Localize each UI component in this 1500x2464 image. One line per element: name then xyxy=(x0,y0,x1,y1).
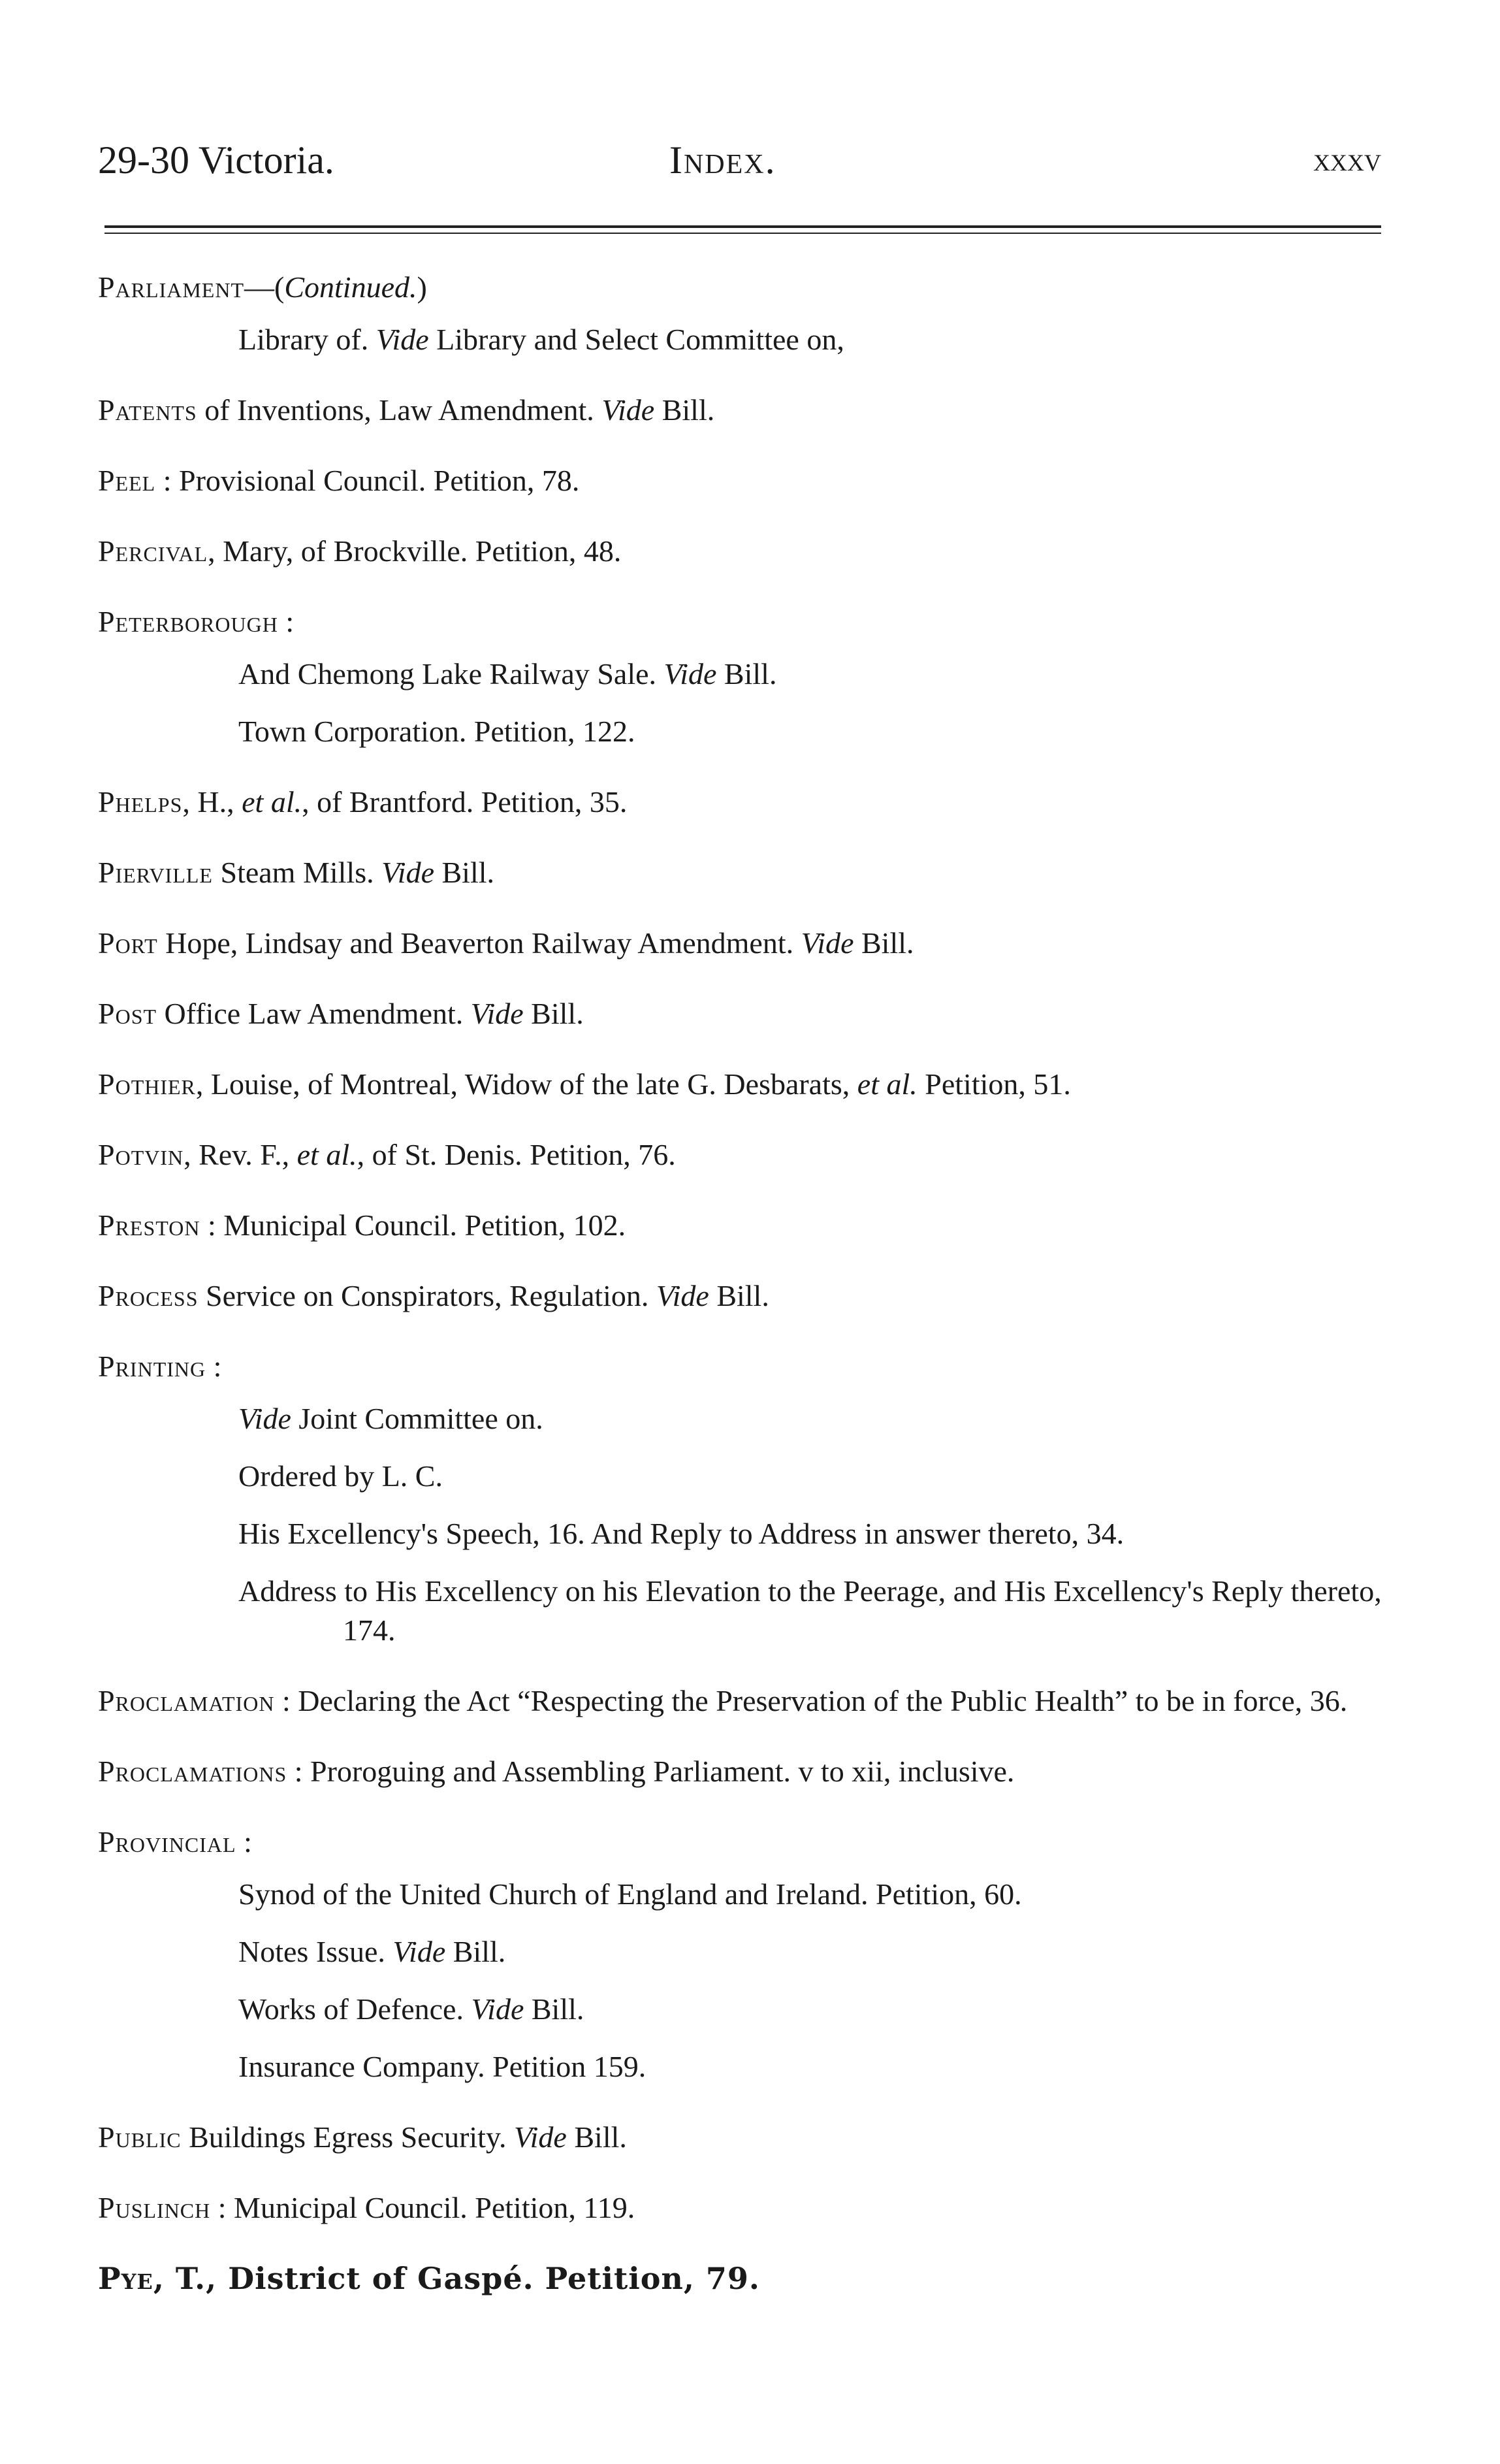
index-entry-potvin xyxy=(98,1135,1384,1175)
sub-entry: And Chemong Lake Railway Sale. Vide Bill. xyxy=(238,657,777,690)
sub-entry: His Excellency's Speech, 16. And Reply to Address in answer thereto, 34. xyxy=(238,1517,1125,1550)
index-entry-port xyxy=(98,924,1384,963)
index-entry-public xyxy=(98,2118,1384,2157)
sub-entry: Town Corporation. Petition, 122. xyxy=(238,715,635,748)
entry-keyword: Proclamations xyxy=(98,1755,287,1788)
sub-entry: Insurance Company. Petition 159. xyxy=(238,2050,646,2083)
entry-keyword: Printing xyxy=(98,1350,206,1383)
entry-text: —(Continued.) xyxy=(244,270,427,304)
sub-entry: Notes Issue. Vide Bill. xyxy=(238,1935,506,1968)
entry-text: , H., et al., of Brantford. Petition, 35. xyxy=(182,785,628,819)
entry-text: : xyxy=(278,605,295,638)
entry-keyword: Proclamation xyxy=(98,1684,275,1717)
entry-keyword: Pothier xyxy=(98,1067,196,1101)
entry-text: : Municipal Council. Petition, 119. xyxy=(210,2191,635,2224)
entry-text: , Mary, of Brockville. Petition, 48. xyxy=(208,534,622,568)
entry-keyword: Potvin xyxy=(98,1138,184,1171)
header-rule-thin xyxy=(104,233,1381,234)
index-entry-printing xyxy=(98,1347,1384,1650)
index-entry-percival xyxy=(98,532,1384,571)
header-page-number: xxxv xyxy=(1313,141,1381,178)
entry-keyword: Percival xyxy=(98,534,208,568)
entry-keyword: Preston xyxy=(98,1208,200,1242)
entry-text: : Provisional Council. Petition, 78. xyxy=(155,464,580,497)
entry-keyword: Port xyxy=(98,926,158,960)
entry-text: Office Law Amendment. Vide Bill. xyxy=(157,997,584,1030)
sub-entry: Vide Joint Committee on. xyxy=(238,1402,543,1435)
index-entry-process xyxy=(98,1276,1384,1316)
entry-keyword: Phelps xyxy=(98,785,183,819)
entry-keyword: Pierville xyxy=(98,856,213,889)
entry-text: , Louise, of Montreal, Widow of the late G. Desbarats, et al. Petition, 51. xyxy=(195,1067,1071,1101)
index-entry-patents xyxy=(98,391,1384,430)
index-entries xyxy=(98,268,1384,2329)
entry-keyword: Patents xyxy=(98,393,197,427)
entry-keyword: Peel xyxy=(98,464,156,497)
entry-keyword: Post xyxy=(98,997,157,1030)
index-entry-phelps xyxy=(98,783,1384,822)
index-entry-pye xyxy=(98,2259,1384,2298)
entry-keyword: Pye xyxy=(98,2261,153,2296)
entry-text: Steam Mills. Vide Bill. xyxy=(212,856,495,889)
index-entry-pothier xyxy=(98,1065,1384,1104)
index-entry-pierville xyxy=(98,853,1384,892)
entry-keyword: Puslinch xyxy=(98,2191,211,2224)
entry-text: : xyxy=(206,1350,222,1383)
sub-entry: Works of Defence. Vide Bill. xyxy=(238,1992,584,2026)
index-entry-proclamations xyxy=(98,1752,1384,1791)
header-rule xyxy=(104,225,1381,228)
entry-keyword: Parliament xyxy=(98,270,245,304)
index-entry-post xyxy=(98,994,1384,1033)
index-entry-peterborough xyxy=(98,602,1384,751)
index-entry-preston xyxy=(98,1206,1384,1245)
entry-text: : Proroguing and Assembling Parliament. v to xii, inclusive. xyxy=(287,1755,1015,1788)
index-entry-peel xyxy=(98,461,1384,500)
entry-keyword: Public xyxy=(98,2120,182,2154)
entry-keyword: Process xyxy=(98,1279,199,1312)
sub-entry: Synod of the United Church of England and Ireland. Petition, 60. xyxy=(238,1877,1022,1911)
entry-keyword: Provincial xyxy=(98,1825,236,1858)
sub-entry: Ordered by L. C. xyxy=(238,1459,443,1493)
header-title: Index. xyxy=(669,138,776,182)
entry-text: Hope, Lindsay and Beaverton Railway Amendment. Vide Bill. xyxy=(157,926,914,960)
sub-entry: Library of. Vide Library and Select Committee on, xyxy=(238,323,844,356)
sub-entry: Address to His Excellency on his Elevation to the Peerage, and His Excellency's Reply thereto, 174. xyxy=(238,1574,1382,1647)
entry-text: of Inventions, Law Amendment. Vide Bill. xyxy=(197,393,715,427)
index-entry-parliament xyxy=(98,268,1384,359)
entry-text: : Municipal Council. Petition, 102. xyxy=(200,1208,626,1242)
entry-text: , Rev. F., et al., of St. Denis. Petition, 76. xyxy=(184,1138,676,1171)
entry-text: Buildings Egress Security. Vide Bill. xyxy=(181,2120,627,2154)
index-entry-proclamation xyxy=(98,1681,1384,1721)
entry-text: : xyxy=(236,1825,252,1858)
entry-text: , T., District of Gaspé. Petition, 79. xyxy=(153,2261,760,2296)
index-entry-provincial xyxy=(98,1823,1384,2086)
entry-text: Service on Conspirators, Regulation. Vide Bill. xyxy=(198,1279,769,1312)
entry-text: : Declaring the Act “Respecting the Preservation of the Public Health” to be in force, 36. xyxy=(274,1684,1348,1717)
index-entry-puslinch xyxy=(98,2188,1384,2228)
header-volume: 29-30 Victoria. xyxy=(98,138,334,182)
page-header xyxy=(98,134,1381,186)
entry-keyword: Peterborough xyxy=(98,605,278,638)
